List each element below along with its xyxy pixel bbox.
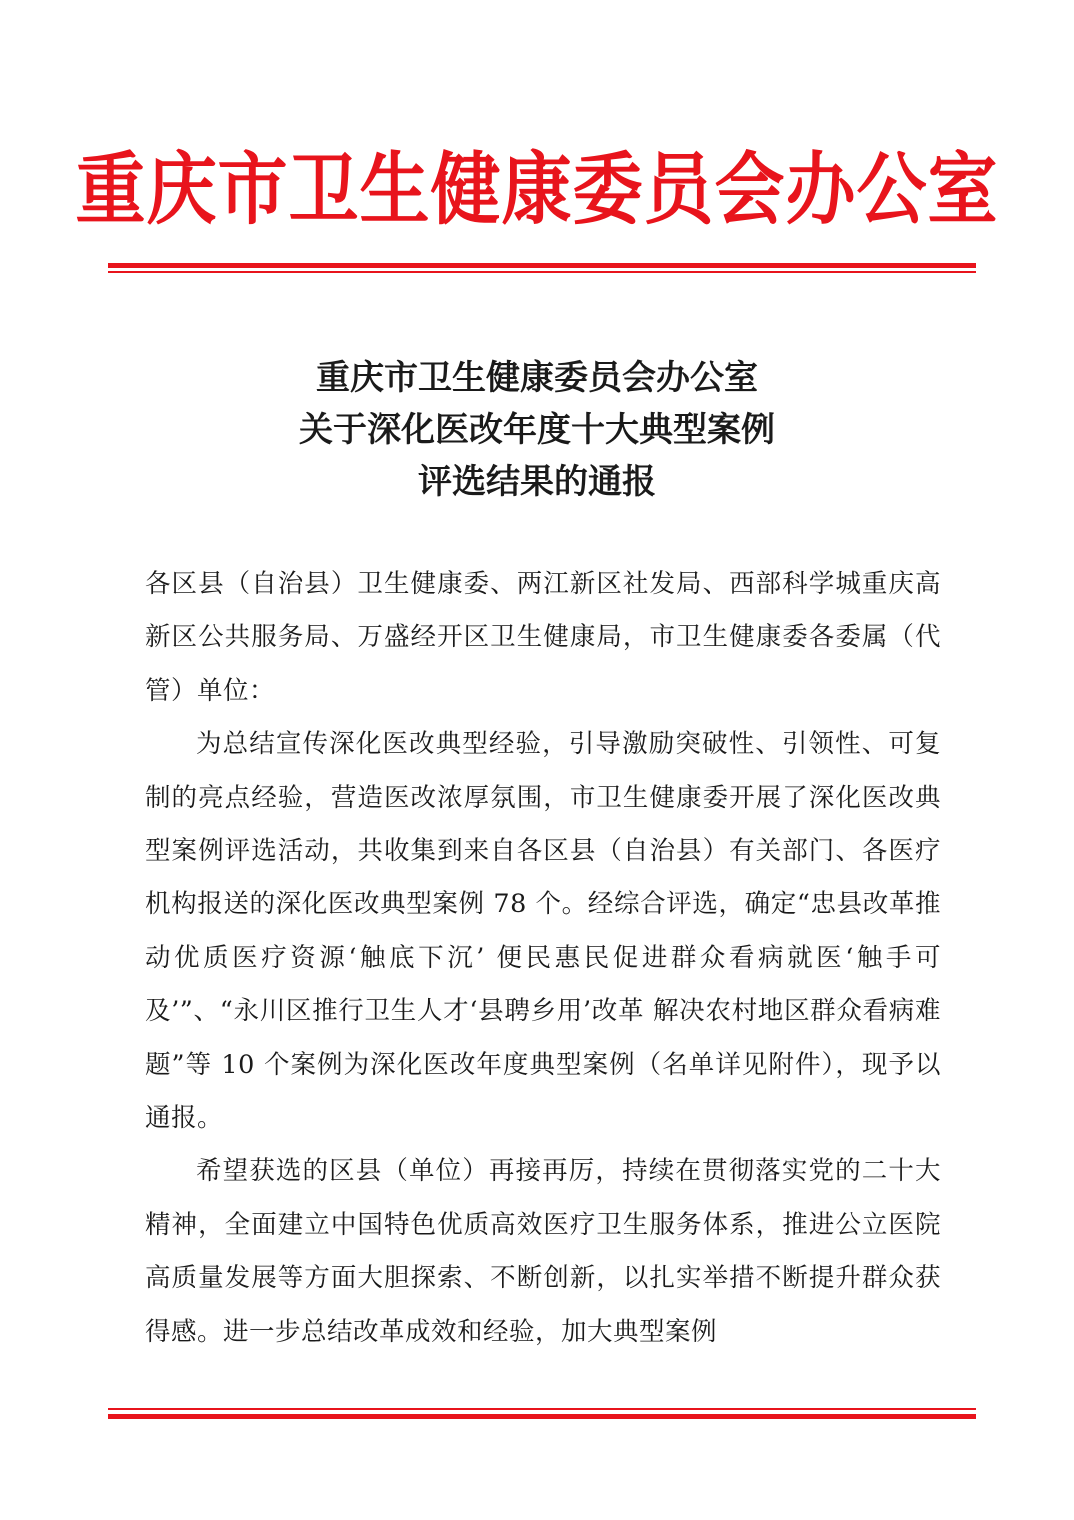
letterhead-org-name: 重庆市卫生健康委员会办公室	[75, 143, 999, 236]
notice-body	[145, 558, 941, 1359]
letterhead-divider-thick	[108, 263, 976, 268]
footer-divider-thin	[108, 1408, 976, 1410]
letterhead-divider-thin	[108, 271, 976, 273]
notice-title-line: 关于深化医改年度十大典型案例	[299, 410, 775, 450]
notice-paragraph: 为总结宣传深化医改典型经验，引导激励突破性、引领性、可复制的亮点经验，营造医改浓厚氛围，市卫生健康委开展了深化医改典型案例评选活动，共收集到来自各区县（自治县）有关部门、各医疗机构报送的深化医改典型案例 78 个。经综合评选，确定“忠县改革推动优质医疗资源‘触底下沉’ 便民惠民促进群众看病就医‘触手可及’”、“永川区推行卫生人才‘县聘乡用’改革 解决农村地区群众看病难题”等 10 个案例为深化医改年度典型案例（名单详见附件），现予以通报。	[145, 729, 941, 1134]
notice-title	[0, 352, 1074, 508]
notice-addressee: 各区县（自治县）卫生健康委、两江新区社发局、西部科学城重庆高新区公共服务局、万盛经开区卫生健康局，市卫生健康委各委属（代管）单位：	[145, 569, 941, 706]
footer-divider-thick	[108, 1414, 976, 1419]
notice-title-line: 重庆市卫生健康委员会办公室	[316, 358, 758, 398]
notice-paragraph: 希望获选的区县（单位）再接再厉，持续在贯彻落实党的二十大精神，全面建立中国特色优质高效医疗卫生服务体系，推进公立医院高质量发展等方面大胆探索、不断创新，以扎实举措不断提升群众获得感。进一步总结改革成效和经验，加大典型案例	[145, 1156, 941, 1347]
notice-title-line: 评选结果的通报	[418, 462, 656, 502]
